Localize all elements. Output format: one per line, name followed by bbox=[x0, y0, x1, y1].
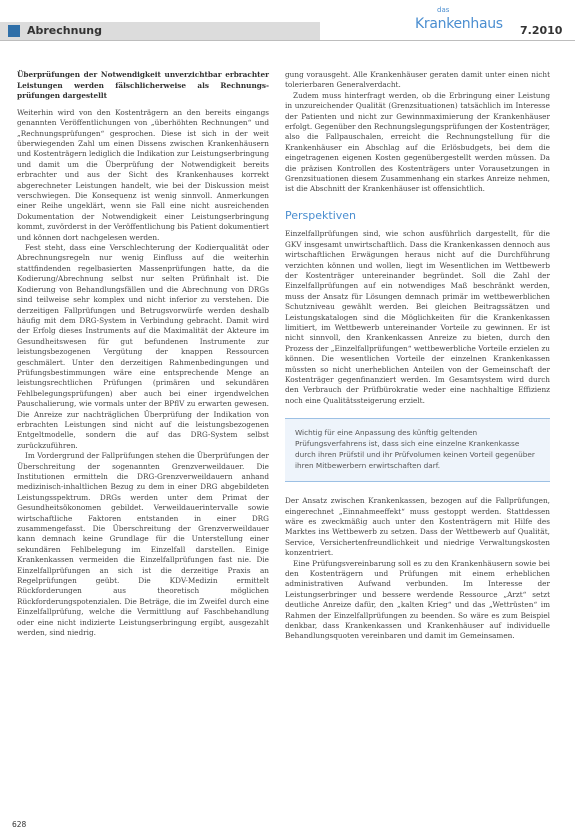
right-column bbox=[285, 70, 550, 642]
paragraph: Im Vordergrund der Fallprüfungen stehen die Überprüfungen der Überschreitung der sogenannten Grenzverweildauer. Die Institutionen ermitteln die DRG-Grenzverweildauern anhand medizinisch-inhaltlichen Bezug zu dem in einer DRG abgebildeten Leistungsspektrum. DRGs werden unter dem Primat der Gesundheitsökonomen gebildet. Verweildauerintervalle sowie wirtschaftliche Faktoren entstanden in einer DRG zusammengefasst. Die Überschreitung der Grenzverweildauer kann demnach keine Grundlage für die Unterstellung einer sekundären Fehlbelegung im Einzelfall darstellen. Einige Krankenkassen vermeiden die Einzelfallprüfungen fast nie. Die Einzelfallprüfungen an sich ist die derzeitige Praxis an Regelprüfungen geübt. Die KDV-Medizin ermittelt Rückforderungen aus theoretisch möglichen Rückforderungspotenzialen. Die Beträge, die im Zweifel durch eine Einzelfallprüfung, welche die Vermittlung auf Faschbehandlung oder eine nicht indizierte Leistungserbringung ergibt, ausgezahlt werden, sind niedrig. bbox=[17, 451, 269, 638]
paragraph: Der Ansatz zwischen Krankenkassen, bezogen auf die Fallprüfungen, eingerechnet „Einnahmeeffekt“ muss gestoppt werden. Stattdessen wäre es zweckmäßig auch unter den Kostenträgern mit Hilfe des Marktes ins Wettbewerb zu setzen. Dass der Wettbewerb auf Qualität, Service, Versichertenfreundlichkeit und niedrige Verwaltungskosten konzentriert. bbox=[285, 496, 550, 558]
callout-box: Wichtig für eine Anpassung des künftig geltenden Prüfungsverfahrens ist, dass sich eine einzelne Krankenkasse durch ihren Prüfstil und ihr Prüfvolumen keinen Vorteil gegenüber ihren Mitbewerbern erwirtschaften darf. bbox=[285, 418, 550, 482]
paragraph: Fest steht, dass eine Verschlechterung der Kodierqualität oder Abrechnungsregeln nur wenig Einfluss auf die weiterhin stattfindenden regelbasierten Massenprüfungen hatte, da die Kodierung/Abrechnung selbst nur selten Prüfinhalt ist. Die Kodierung von Behandlungsfällen und die Abrechnung von DRGs sind teilweise sehr komplex und nicht inferior zu verstehen. Die derzeitigen Fallprüfungen und Betrugsvorwürfe werden deshalb häufig mit dem DRG-System in Verbindung gebracht. Damit wird der Erfolg dieses Instruments auf die Maximalität der Akteure im Gesundheitswesen für gut befundenen Instrumente zur leistungsbezogenen Vergütung der knappen Ressourcen geschmälert. Unter den derzeitigen Rahmenbedingungen und Prüfungsbestimmungen wäre eine entsprechende Menge an leistungsrechtlichen Prüfungen (primären und sekundären Fehlbelegungsprüfungen) aber auch bei einer irgendwelchen Pauschalierung, wie vormals unter der BPflV zu erwarten gewesen. Die Anreize zur nachträglichen Überprüfung der Indikation von erbrachten Leistungen sind nicht auf die leistungsbezogenen Entgeltmodelle, sondern die auf das DRG-System selbst zurückzuführen. bbox=[17, 243, 269, 450]
header-divider bbox=[0, 40, 575, 41]
journal-logo bbox=[415, 6, 515, 40]
paragraph: Zudem muss hinterfragt werden, ob die Erbringung einer Leistung in unzureichender Qualität (Grenzsituationen) tatsächlich im Interesse der Patienten und nicht zur Gewinnmaximierung der Krankenhäuser erfolgt. Gegenüber den Rechnungslegungsprüfungen der Kostenträger, also die Fallpauschalen, erreicht die Rechnungstellung für die Krankenhäuser ein Abschlag auf die Erlösbudgets, bei dem die eingetragenen eigenen Kosten gegenübergestellt werden müssen. Da die präzisen Kontrollen des Kostenträgers unter Vorausetzungen in Grenzsituationen diesem Zusammenhang ein starkes Anreize nehmen, ist die Abschnitt der Krankenhäuser ist offensichtlich. bbox=[285, 90, 550, 194]
page-number: 628 bbox=[12, 820, 27, 829]
issue-number: 7.2010 bbox=[520, 24, 563, 37]
section-title: Abrechnung bbox=[27, 24, 102, 37]
subheading: Überprüfungen der Notwendigkeit unverzichtbar erbrachter Leistungen werden fälschlicherweise als Rechnungs-prüfungen dargestellt bbox=[17, 70, 269, 101]
page-header bbox=[0, 0, 575, 40]
section-tab bbox=[0, 22, 320, 40]
paragraph: Einzelfallprüfungen sind, wie schon ausführlich dargestellt, für die GKV insgesamt unwirtschaftlich. Dass die Krankenkassen dennoch aus wirtschaftlichen Erwägungen heraus nicht auf die Durchführung verzichten können und wollen, liegt im Wesentlichen im Wettbewerb der Kostenträger untereinander begründet. Soll die Zahl der Einzelfallprüfungen auf ein notwendiges Maß beschränkt werden, muss der Ansatz für Lösungen demnach primär im wettbewerblichen Schutzniveau gewählt werden. Bei gleichen Beitragssätzen und Leistungskatalogen sind die Möglichkeiten für die Krankenkassen limitiert, im Wettbewerb untereinander Vorteile zu gewinnen. Er ist nicht sinnvoll, den Krankenkassen Anreize zu bieten, durch den Prozess der „Einzelfallprüfungen“ wettbewerbliche Vorteile erzielen zu können. Die wesentlichen Vorteile der einzelnen Krankenkassen müssten so nicht unerheblichen Anteilen von der Gemeinschaft der Kostenträger gegenfinanziert werden. Im Gesamtsystem wird durch den Verbrauch der Prüfbürokratie weder eine nachhaltige Effizienz noch eine Qualitätssteigerung erzielt. bbox=[285, 229, 550, 405]
paragraph: Weiterhin wird von den Kostenträgern an den bereits eingangs genannten Veröffentlichungen von „überhöhten Rechnungen“ und „Rechnungsprüfungen“ gesprochen. Diese ist sich in der weit überwiegenden Zahl um einen Dissens zwischen Krankenhäusern und Kostenträgern lediglich die Indikation zur Leistungserbringung und damit um die Überprüfung der Notwendigkeit bereits erbrachter und aus der Sicht des Krankenhauses korrekt abgerechneter Leistungen handelt, wie bei der Diskussion meist verschwiegen. Die Konsequenz ist wenig sinnvoll. Anmerkungen einer Reihe ungeklärt, wenn sie Fall eine nicht ausreichenden Dokumentation der Notwendigkeit einer Leistungserbringung kommt, zuvörderst in der Veröffentlichung bis Patient dokumentiert und können dort nachgelesen werden. bbox=[17, 107, 269, 242]
journal-logo-prefix: das bbox=[437, 6, 450, 14]
journal-logo-name: Krankenhaus bbox=[415, 16, 503, 32]
section-heading: Perspektiven bbox=[285, 208, 357, 222]
section-marker-icon bbox=[8, 25, 20, 37]
left-column bbox=[17, 70, 269, 639]
paragraph: Eine Prüfungsvereinbarung soll es zu den Krankenhäusern sowie bei den Kostenträgern und Prüfungen mit einem erheblichen administrativen Aufwand verbunden. Im Interesse der Leistungserbringer und bessere werdende Ressource „Arzt“ setzt deutliche Anreize dafür, den „kalten Krieg“ und das „Wettrüsten“ im Rahmen der Einzelfallprüfungen zu beenden. So wäre es zum Beispiel denkbar, dass Krankenkassen und Krankenhäuser auf individuelle Behandlungsquoten vereinbaren und damit im Gemeinsamen. bbox=[285, 558, 550, 641]
paragraph: gung vorausgeht. Alle Krankenhäuser geraten damit unter einen nicht tolerierbaren Generalverdacht. bbox=[285, 70, 550, 90]
